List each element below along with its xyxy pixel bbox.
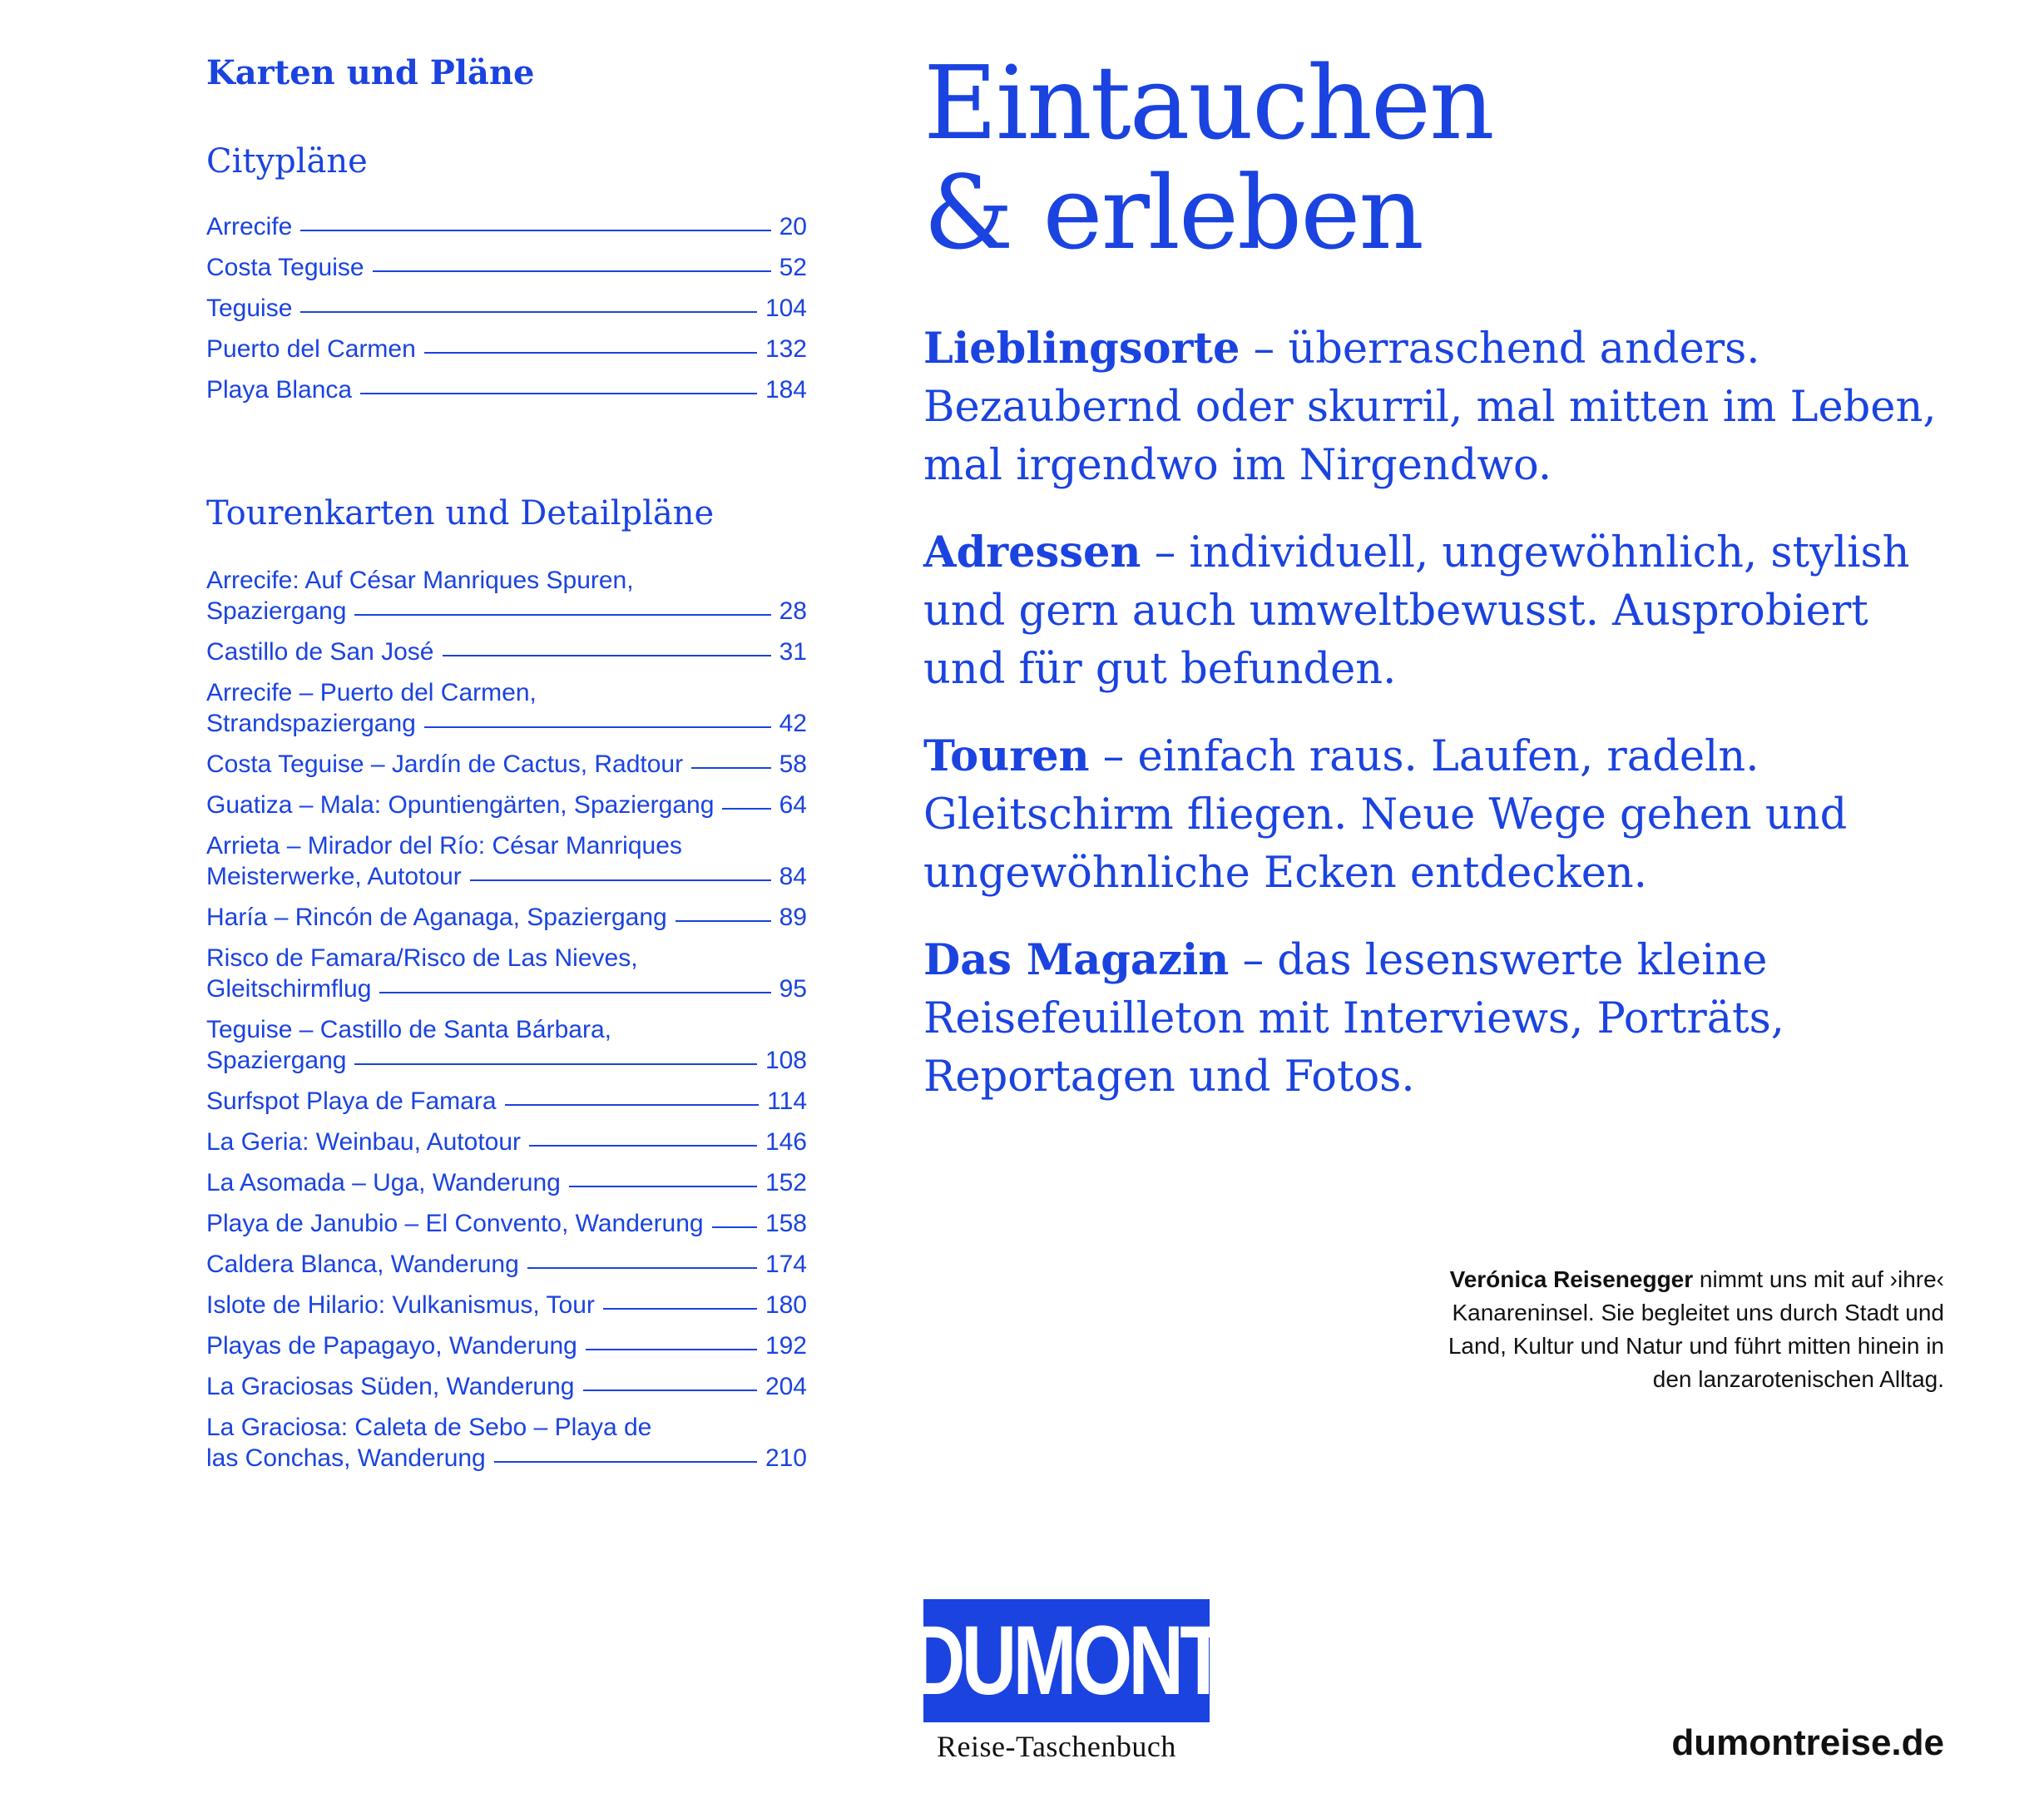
toc-entry-title: Playa Blanca — [206, 376, 353, 404]
leader-line — [494, 1461, 757, 1463]
leader-line — [691, 767, 771, 769]
feature-text: – einfach raus. Laufen, radeln. Gleitschirm fliegen. Neue Wege gehen und ungewöhnliche Ecken entdecken. — [923, 732, 1848, 898]
toc-entry-line — [206, 749, 807, 780]
toc-entry-lead: Arrecife – Puerto del Carmen, — [206, 679, 537, 706]
toc-entry-title: La Asomada – Uga, Wanderung — [206, 1169, 561, 1196]
toc-entry-line — [206, 973, 807, 1004]
toc-entry-title: Castillo de San José — [206, 638, 434, 666]
toc-entry — [206, 943, 807, 1004]
logo-wordmark: DUMONT — [910, 1606, 1223, 1716]
leader-line — [354, 614, 770, 616]
author-text: nimmt uns mit auf ›ihre‹ Kanareninsel. Sie begleitet uns durch Stadt und Land, Kultur und Natur und führt mitten hinein in den lanzarotenischen Alltag. — [1448, 1266, 1944, 1392]
page-number: 20 — [779, 213, 807, 240]
toc-entry-line — [206, 1208, 807, 1239]
tour-maps-list — [206, 565, 807, 1474]
leader-line — [527, 1267, 757, 1269]
page-number: 184 — [765, 376, 807, 404]
page-number: 28 — [779, 597, 807, 625]
toc-entry — [206, 252, 807, 283]
leader-line — [676, 920, 771, 922]
section-title: Karten und Pläne — [206, 53, 535, 92]
leader-line — [424, 726, 771, 728]
toc-entry-line — [206, 1045, 807, 1076]
page-number: 95 — [779, 975, 807, 1003]
leader-line — [583, 1390, 757, 1391]
toc-entry-line — [206, 1371, 807, 1402]
leader-line — [300, 230, 770, 231]
leader-line — [569, 1186, 757, 1187]
tour-maps-title: Tourenkarten und Detailpläne — [206, 494, 715, 533]
toc-entry-line — [206, 790, 807, 820]
toc-entry-title: Puerto del Carmen — [206, 335, 416, 363]
feature-text: – überraschend anders. Bezaubernd oder skurril, mal mitten im Leben, mal irgendwo im Nirgendwo. — [923, 324, 1937, 490]
toc-entry-lead: Arrecife: Auf César Manriques Spuren, — [206, 567, 634, 594]
toc-entry — [206, 374, 807, 405]
toc-entry-line — [206, 252, 807, 283]
toc-entry-title: La Graciosas Süden, Wanderung — [206, 1373, 575, 1400]
toc-entry-line — [206, 1086, 807, 1117]
toc-entry-title: Teguise — [206, 295, 293, 322]
logo-subtitle: Reise-Taschenbuch — [937, 1730, 1176, 1763]
page-number: 64 — [779, 791, 807, 819]
toc-entry-line — [206, 374, 807, 405]
leader-line — [712, 1226, 757, 1228]
toc-entry — [206, 637, 807, 667]
toc-entry-line — [206, 902, 807, 933]
toc-entry — [206, 1371, 807, 1402]
feature-paragraph — [923, 727, 1963, 903]
toc-entry-line — [206, 596, 807, 627]
feature-term: Das Magazin — [923, 935, 1230, 985]
feature-term: Adressen — [923, 528, 1141, 577]
toc-entry-title: Playa de Janubio – El Convento, Wanderung — [206, 1210, 704, 1237]
leader-line — [373, 270, 771, 272]
toc-entry — [206, 1412, 807, 1474]
toc-entry-lead: Teguise – Castillo de Santa Bárbara, — [206, 1016, 611, 1043]
author-name: Verónica Reisenegger — [1449, 1266, 1694, 1292]
toc-entry — [206, 211, 807, 242]
toc-entry-title: Gleitschirmflug — [206, 975, 372, 1003]
page-number: 180 — [765, 1291, 807, 1319]
page-number: 146 — [765, 1128, 807, 1156]
page-number: 192 — [765, 1332, 807, 1360]
feature-text: – das lesenswerte kleine Reisefeuilleton mit Interviews, Porträts, Reportagen und Fotos. — [923, 936, 1784, 1102]
toc-entry — [206, 677, 807, 739]
toc-entry — [206, 1290, 807, 1320]
toc-entry-title: Strandspaziergang — [206, 710, 416, 737]
page-number: 114 — [767, 1087, 807, 1115]
toc-entry-lead: La Graciosa: Caleta de Sebo – Playa de — [206, 1414, 652, 1441]
leader-line — [354, 1063, 756, 1065]
leader-line — [379, 992, 770, 993]
leader-line — [470, 879, 771, 881]
page-number: 158 — [765, 1210, 807, 1237]
toc-entry-lead: Arrieta – Mirador del Río: César Manriques — [206, 832, 682, 859]
toc-entry-lead: Risco de Famara/Risco de Las Nieves, — [206, 944, 638, 972]
feature-paragraph — [923, 320, 1963, 495]
toc-entry-line — [206, 1127, 807, 1157]
toc-entry-title: Islote de Hilario: Vulkanismus, Tour — [206, 1291, 595, 1319]
city-maps-list — [206, 211, 807, 405]
toc-entry-line — [206, 1290, 807, 1320]
page-number: 52 — [779, 254, 807, 281]
toc-entry-line — [206, 861, 807, 892]
feature-term: Lieblingsorte — [923, 324, 1240, 374]
page-number: 108 — [765, 1047, 807, 1074]
website-url[interactable]: dumontreise.de — [1671, 1722, 1944, 1763]
logo-box — [910, 1599, 1223, 1722]
toc-entry — [206, 293, 807, 324]
toc-entry — [206, 1127, 807, 1157]
feature-term: Touren — [923, 731, 1090, 781]
toc-entry-title: Arrecife — [206, 213, 293, 240]
leader-line — [300, 311, 757, 313]
author-blurb — [1412, 1263, 1944, 1396]
page-number: 204 — [765, 1373, 807, 1400]
toc-entry-title: Haría – Rincón de Aganaga, Spaziergang — [206, 904, 667, 931]
toc-entry — [206, 902, 807, 933]
toc-entry — [206, 1014, 807, 1076]
feature-paragraph — [923, 523, 1963, 699]
toc-entry-line — [206, 334, 807, 364]
page-number: 84 — [779, 863, 807, 890]
leader-line — [722, 808, 770, 810]
toc-entry-title: Costa Teguise — [206, 254, 364, 281]
toc-entry — [206, 565, 807, 627]
page-number: 31 — [779, 638, 807, 666]
page-number: 152 — [765, 1169, 807, 1196]
toc-entry-title: Spaziergang — [206, 597, 347, 625]
leader-line — [424, 352, 757, 354]
maps-index — [206, 48, 807, 1484]
leader-line — [360, 393, 757, 394]
toc-entry-title: las Conchas, Wanderung — [206, 1444, 486, 1472]
feature-text: – individuell, ungewöhnlich, stylish und gern auch umweltbewusst. Ausprobiert und für gut befunden. — [923, 528, 1910, 694]
toc-entry-line — [206, 293, 807, 324]
toc-entry-title: Meisterwerke, Autotour — [206, 863, 462, 890]
toc-entry-title: Spaziergang — [206, 1047, 347, 1074]
toc-entry — [206, 1167, 807, 1198]
page-number: 132 — [765, 335, 807, 363]
toc-entry-line — [206, 708, 807, 739]
toc-entry — [206, 1249, 807, 1280]
feature-paragraph — [923, 931, 1963, 1107]
toc-entry-line — [206, 637, 807, 667]
headline — [923, 44, 1963, 272]
headline-line-2: & erleben — [923, 154, 1423, 272]
toc-entry-title: Guatiza – Mala: Opuntiengärten, Spaziergang — [206, 791, 715, 819]
city-maps-title: Citypläne — [206, 142, 368, 181]
dumont-logo — [910, 1599, 1223, 1764]
leader-line — [603, 1308, 757, 1310]
toc-entry — [206, 790, 807, 820]
toc-entry-line — [206, 1167, 807, 1198]
toc-entry-line — [206, 1249, 807, 1280]
toc-entry-line — [206, 1330, 807, 1361]
leader-line — [586, 1349, 757, 1350]
headline-line-1: Eintauchen — [923, 44, 1493, 162]
toc-entry — [206, 1086, 807, 1117]
leader-line — [505, 1104, 760, 1106]
toc-entry-title: Caldera Blanca, Wanderung — [206, 1251, 519, 1278]
page-number: 210 — [765, 1444, 807, 1472]
toc-entry-title: Costa Teguise – Jardín de Cactus, Radtour — [206, 750, 684, 778]
toc-entry — [206, 1208, 807, 1239]
leader-line — [529, 1145, 757, 1147]
toc-entry-line — [206, 211, 807, 242]
toc-entry-line — [206, 1443, 807, 1474]
page-number: 104 — [765, 295, 807, 322]
page-number: 174 — [765, 1251, 807, 1278]
page-number: 89 — [779, 904, 807, 931]
toc-entry-title: La Geria: Weinbau, Autotour — [206, 1128, 522, 1156]
feature-list — [923, 320, 1963, 1107]
toc-entry-title: Playas de Papagayo, Wanderung — [206, 1332, 577, 1360]
toc-entry — [206, 749, 807, 780]
leader-line — [443, 655, 771, 656]
page-number: 42 — [779, 710, 807, 737]
toc-entry — [206, 830, 807, 892]
page-number: 58 — [779, 750, 807, 778]
toc-entry-title: Surfspot Playa de Famara — [206, 1087, 497, 1115]
toc-entry — [206, 334, 807, 364]
toc-entry — [206, 1330, 807, 1361]
intro-column — [923, 44, 1963, 1135]
